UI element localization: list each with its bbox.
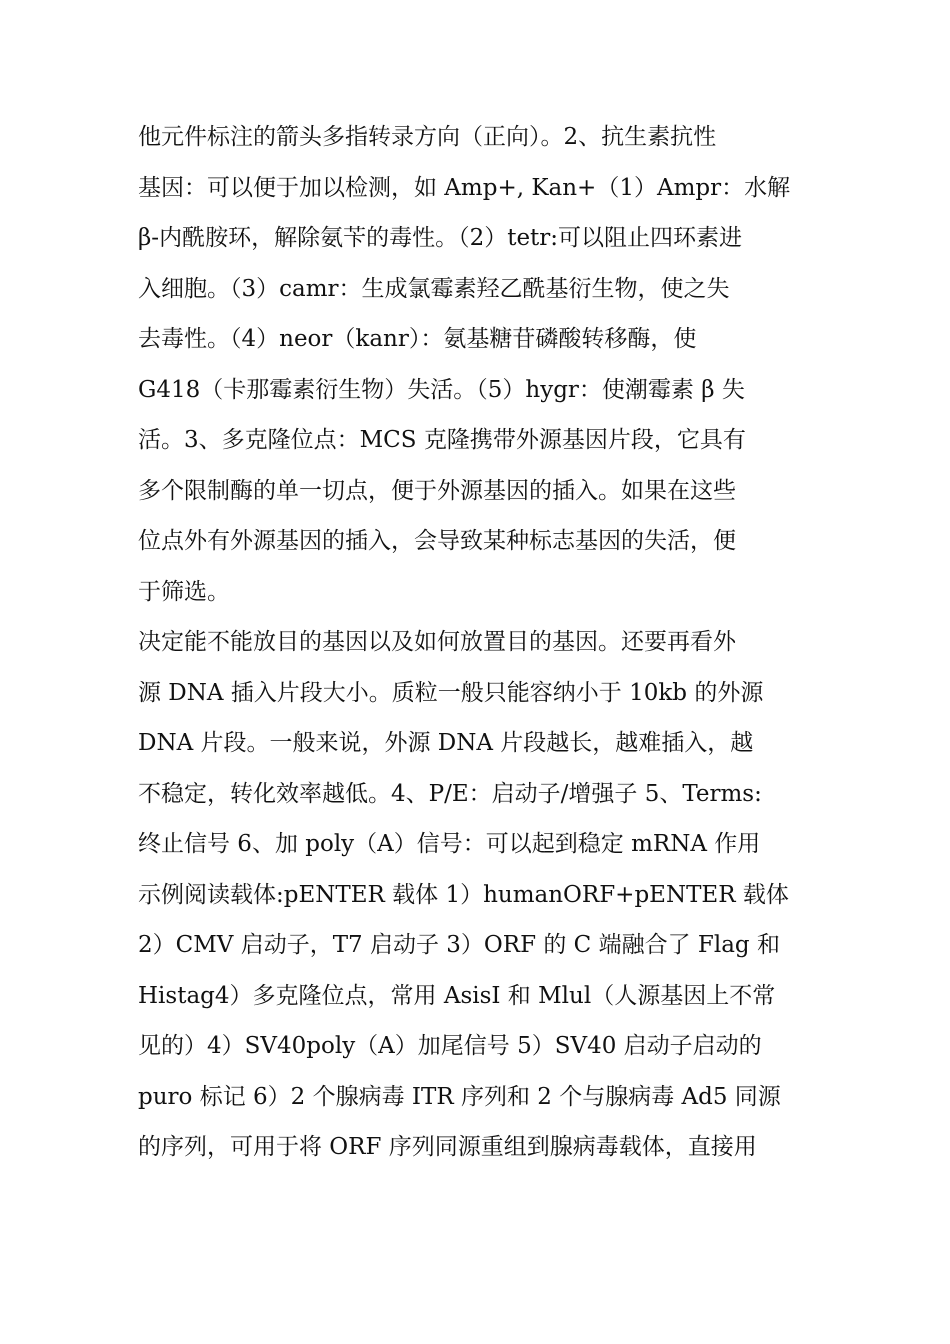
text-line: 他元件标注的箭头多指转录方向（正向）。2、抗生素抗性 bbox=[138, 124, 717, 150]
text-line: G418（卡那霉素衍生物）失活。（5）hygr：使潮霉素 β 失 bbox=[138, 376, 745, 403]
text-line: 2）CMV 启动子，T7 启动子 3）ORF 的 C 端融合了 Flag 和 bbox=[138, 932, 780, 958]
text-line: 不稳定，转化效率越低。4、P/E：启动子/增强子 5、Terms: bbox=[138, 780, 762, 807]
text-line: 终止信号 6、加 poly（A）信号：可以起到稳定 mRNA 作用 bbox=[138, 831, 761, 857]
text-line: 的序列，可用于将 ORF 序列同源重组到腺病毒载体，直接用 bbox=[138, 1134, 757, 1160]
text-line: 多个限制酶的单一切点，便于外源基因的插入。如果在这些 bbox=[138, 477, 736, 504]
text-line: 示例阅读载体:pENTER 载体 1）humanORF+pENTER 载体 bbox=[138, 881, 789, 908]
text-line: DNA 片段。一般来说，外源 DNA 片段越长，越难插入，越 bbox=[138, 730, 754, 756]
text-line: puro 标记 6）2 个腺病毒 ITR 序列和 2 个与腺病毒 Ad5 同源 bbox=[138, 1083, 781, 1110]
text-line: 活。3、多克隆位点：MCS 克隆携带外源基因片段，它具有 bbox=[138, 427, 746, 453]
document-body bbox=[138, 112, 818, 1173]
text-line: 基因：可以便于加以检测，如 Amp+, Kan+（1）Ampr：水解 bbox=[138, 174, 791, 201]
text-line: 去毒性。（4）neor（kanr）：氨基糖苷磷酸转移酶，使 bbox=[138, 326, 697, 352]
text-line: β-内酰胺环，解除氨苄的毒性。（2）tetr:可以阻止四环素进 bbox=[138, 225, 743, 251]
text-line: 入细胞。（3）camr：生成氯霉素羟乙酰基衍生物，使之失 bbox=[138, 275, 730, 302]
text-line: 位点外有外源基因的插入，会导致某种标志基因的失活，便 bbox=[138, 528, 736, 554]
text-line: 决定能不能放目的基因以及如何放置目的基因。还要再看外 bbox=[138, 629, 736, 655]
text-line: Histag4）多克隆位点，常用 AsisI 和 Mlul（人源基因上不常 bbox=[138, 982, 776, 1009]
text-line: 见的）4）SV40poly（A）加尾信号 5）SV40 启动子启动的 bbox=[138, 1033, 762, 1059]
text-line: 于筛选。 bbox=[138, 578, 230, 605]
text-line: 源 DNA 插入片段大小。质粒一般只能容纳小于 10kb 的外源 bbox=[138, 679, 764, 706]
